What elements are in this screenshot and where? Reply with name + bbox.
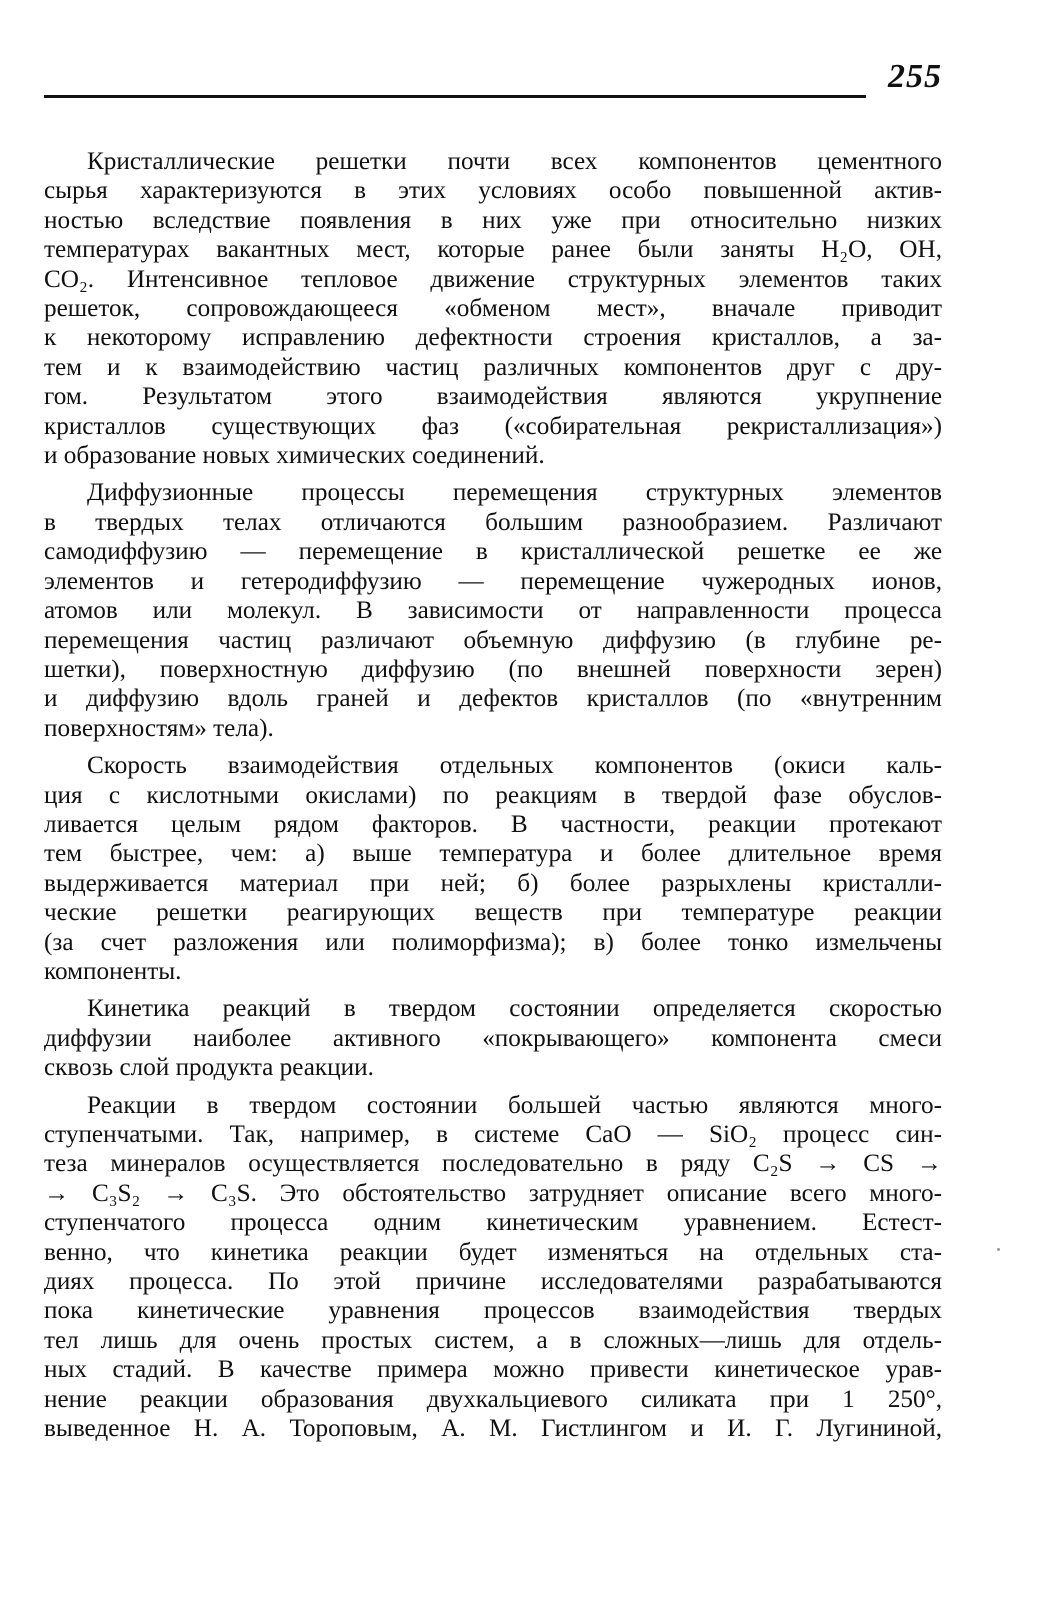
text-line: самодиффузию — перемещение в кристаллической решетке ее же	[44, 538, 942, 566]
running-header	[44, 58, 946, 102]
text-line: сырья характеризуются в этих условиях особо повышенной актив-	[44, 177, 942, 205]
text-line: выдерживается материал при ней; б) более разрыхлены кристалли-	[44, 869, 942, 897]
paragraph-2	[44, 478, 942, 743]
text-line: ностью вследствие появления в них уже при относительно низких	[44, 206, 942, 234]
text-line: компоненты.	[44, 957, 182, 985]
scan-speck	[997, 1248, 1000, 1251]
text-line: температурах вакантных мест, которые ранее были заняты H₂O, OH,	[44, 236, 942, 264]
text-line: гом. Результатом этого взаимодействия являются укрупнение	[44, 383, 942, 411]
text-line: и диффузию вдоль граней и дефектов кристаллов (по «внутренним	[44, 685, 942, 713]
text-line: в твердых телах отличаются большим разнообразием. Различают	[44, 508, 942, 536]
text-line: атомов или молекул. В зависимости от направленности процесса	[44, 597, 942, 625]
text-line: венно, что кинетика реакции будет изменяться на отдельных ста-	[44, 1238, 942, 1266]
text-line: ция с кислотными окислами) по реакциям в твердой фазе обуслов-	[44, 781, 942, 809]
text-line: Кристаллические решетки почти всех компонентов цементного	[87, 148, 942, 175]
text-line: Реакции в твердом состоянии большей частью являются много-	[87, 1091, 942, 1119]
text-line: диях процесса. По этой причине исследователями разрабатываются	[44, 1268, 942, 1296]
paragraph-5	[44, 1091, 942, 1444]
text-line: пока кинетические уравнения процессов взаимодействия твердых	[44, 1297, 942, 1325]
text-line: элементов и гетеродиффузию — перемещение чужеродных ионов,	[44, 567, 942, 595]
text-line: решеток, сопровождающееся «обменом мест», вначале приводит	[44, 295, 942, 323]
text-line: → C₃S₂ → C₃S. Это обстоятельство затрудняет описание всего много-	[44, 1179, 942, 1207]
text-line: выведенное Н. А. Тороповым, А. М. Гистлингом и И. Г. Лугининой,	[44, 1415, 942, 1443]
text-line: шетки), поверхностную диффузию (по внешней поверхности зерен)	[44, 655, 942, 683]
paragraph-3	[44, 751, 942, 986]
paragraph-4	[44, 994, 942, 1082]
text-line: поверхностям» тела).	[44, 714, 274, 742]
text-line: теза минералов осуществляется последовательно в ряду C₂S → CS →	[44, 1150, 942, 1178]
text-line: CO₂. Интенсивное тепловое движение структурных элементов таких	[44, 265, 942, 293]
text-line: Скорость взаимодействия отдельных компонентов (окиси каль-	[87, 752, 942, 780]
text-line: ступенчатого процесса одним кинетическим уравнением. Естест-	[44, 1209, 942, 1237]
text-line: и образование новых химических соединений.	[44, 442, 545, 470]
page-number: 255	[888, 58, 942, 95]
text-line: кристаллов существующих фаз («собирательная рекристаллизация»)	[44, 412, 942, 440]
text-line: ступенчатыми. Так, например, в системе CaO — SiO₂ процесс син-	[44, 1121, 942, 1148]
text-line: перемещения частиц различают объемную диффузию (в глубине ре-	[44, 626, 942, 654]
text-line: сквозь слой продукта реакции.	[44, 1054, 374, 1082]
header-rule	[44, 95, 866, 98]
text-line: ных стадий. В качестве примера можно привести кинетическое урав-	[44, 1356, 942, 1384]
text-line: тем быстрее, чем: а) выше температура и более длительное время	[44, 840, 942, 868]
text-line: Кинетика реакций в твердом состоянии определяется скоростью	[87, 995, 942, 1023]
text-line: диффузии наиболее активного «покрывающего» компонента смеси	[44, 1024, 942, 1052]
text-line: нение реакции образования двухкальциевого силиката при 1 250°,	[44, 1385, 942, 1413]
text-line: (за счет разложения или полиморфизма); в) более тонко измельчены	[44, 928, 942, 956]
text-line: тел лишь для очень простых систем, а в сложных—лишь для отдель-	[44, 1326, 942, 1354]
text-line: ческие решетки реагирующих веществ при температуре реакции	[44, 899, 942, 927]
text-line: тем и к взаимодействию частиц различных компонентов друг с дру-	[44, 353, 942, 381]
body-text	[44, 147, 942, 1443]
paragraph-1	[44, 147, 942, 470]
text-line: Диффузионные процессы перемещения структурных элементов	[87, 479, 942, 507]
text-line: к некоторому исправлению дефектности строения кристаллов, а за-	[44, 324, 942, 352]
text-line: ливается целым рядом факторов. В частности, реакции протекают	[44, 810, 942, 838]
